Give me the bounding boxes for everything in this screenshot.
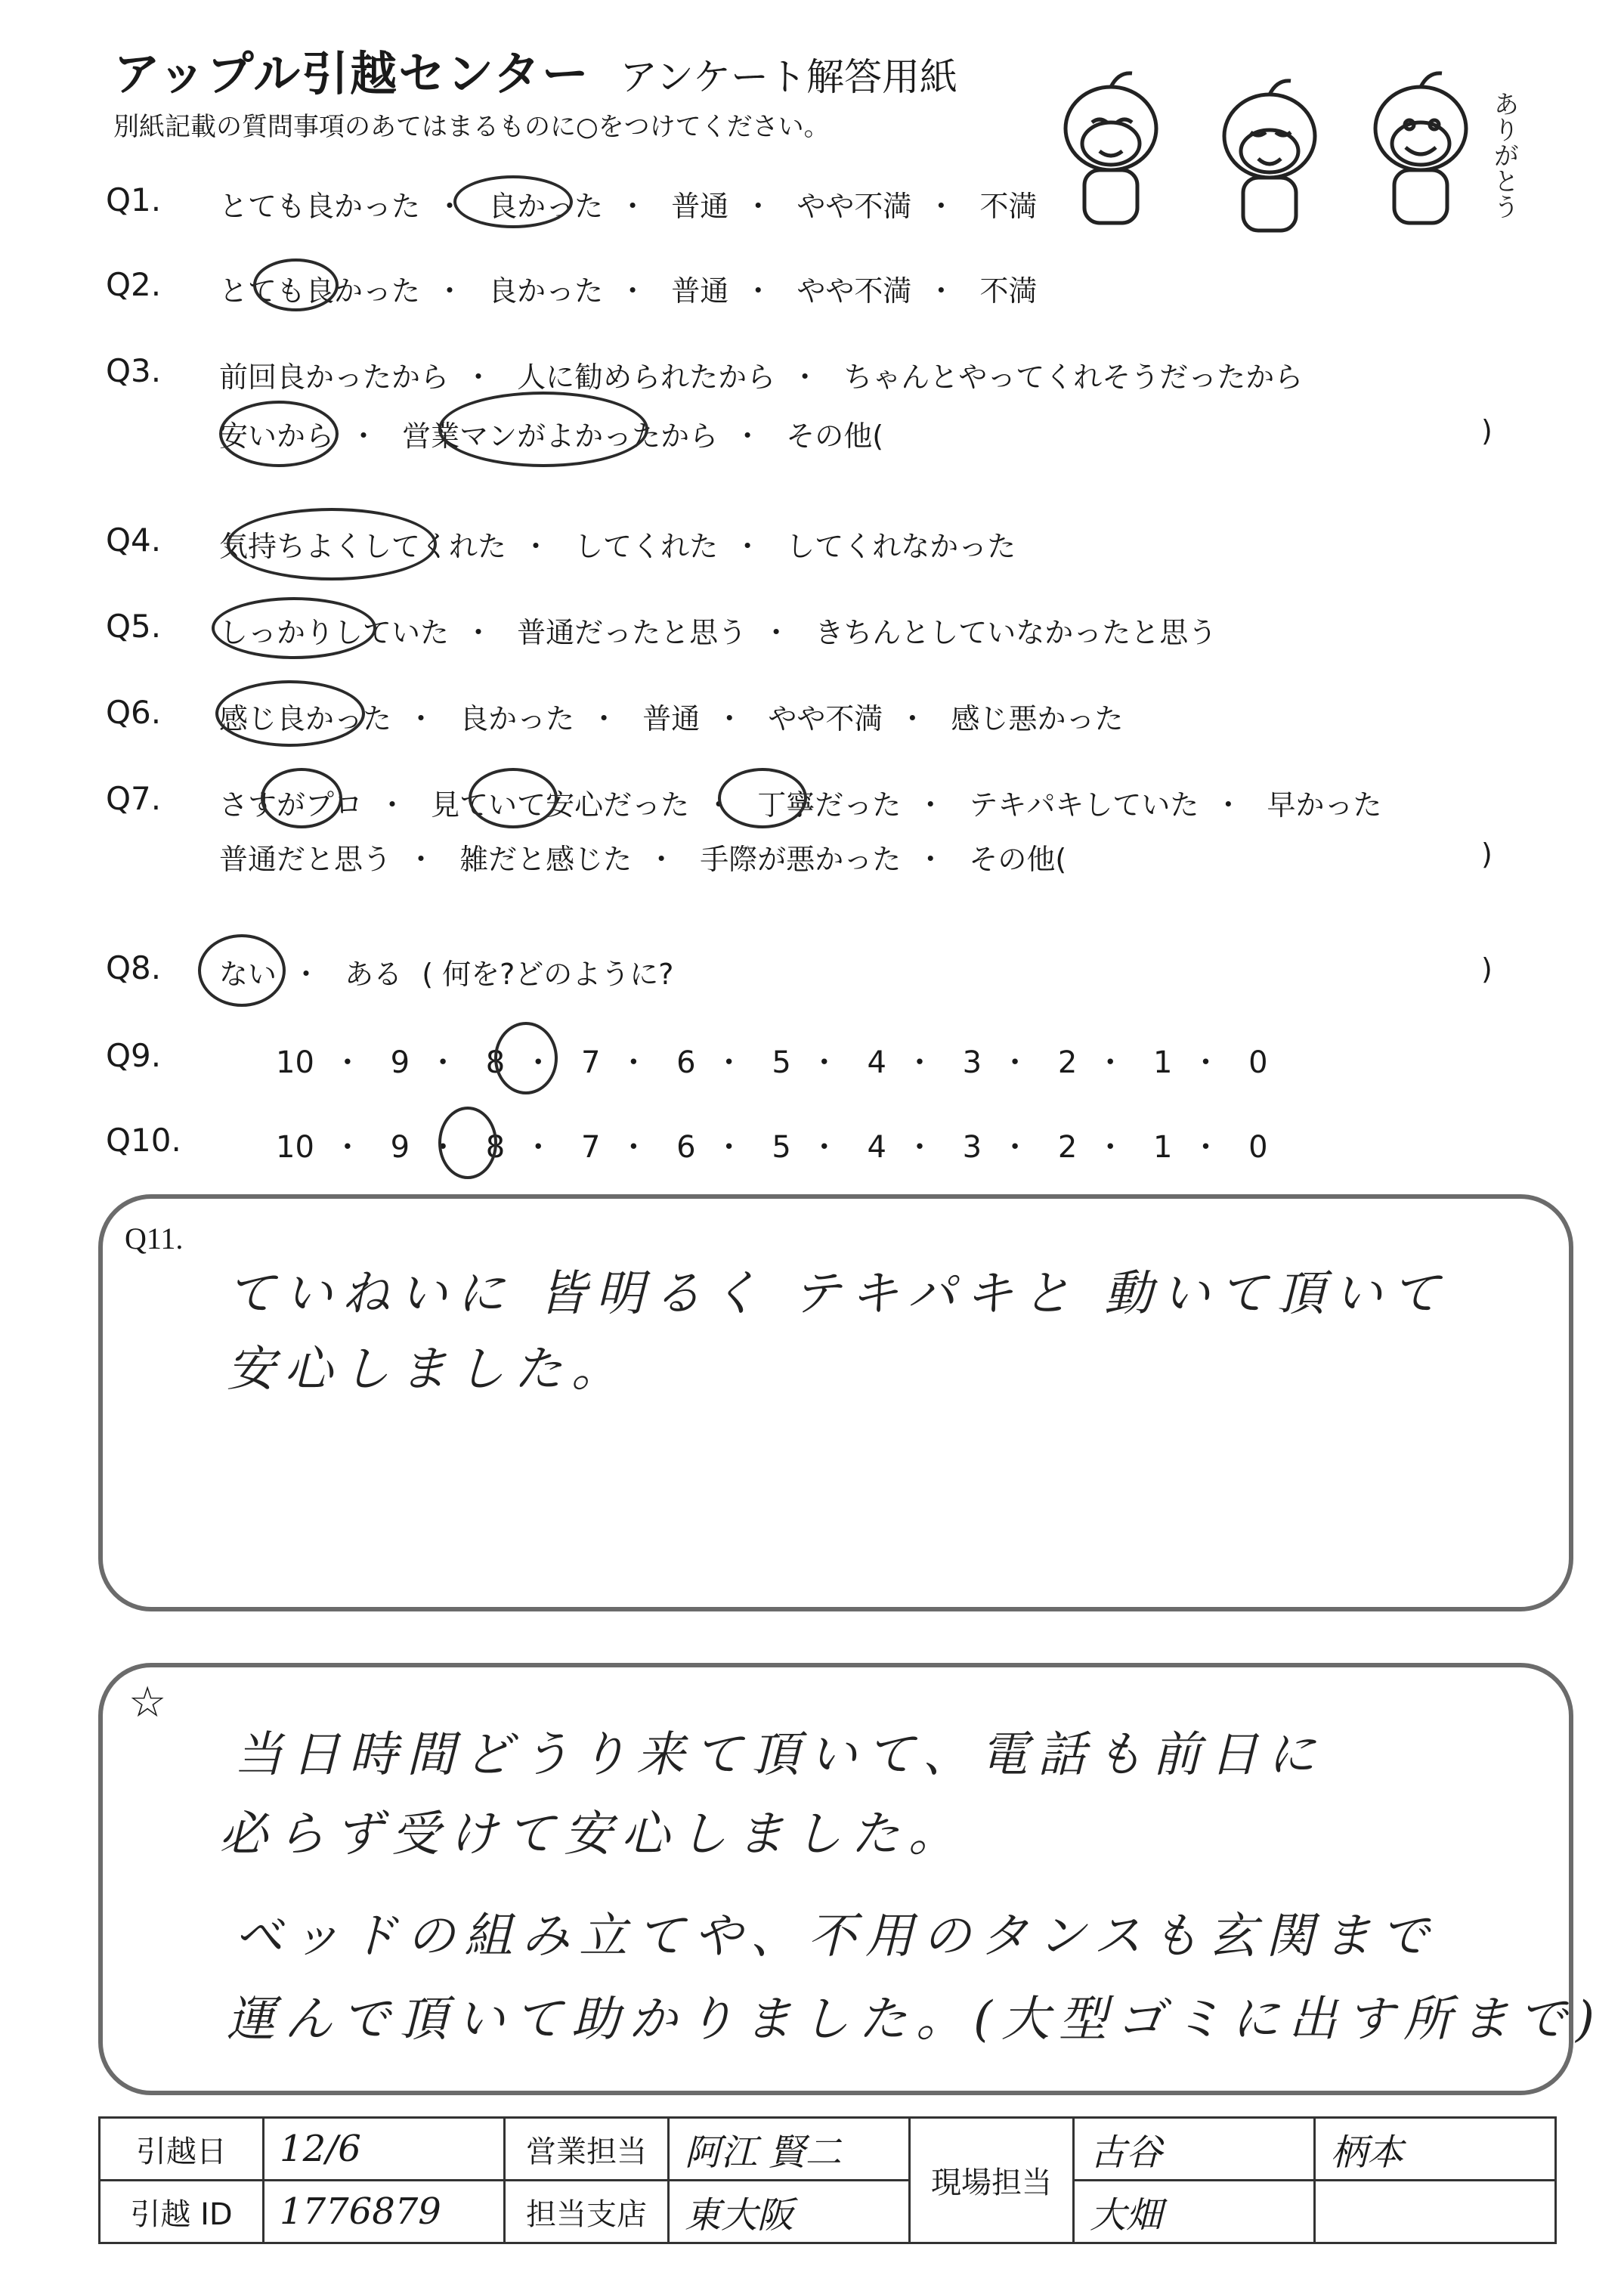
q4-options: 気持ちよくしてくれた ・ してくれた ・ してくれなかった — [219, 530, 1016, 563]
q10-score-6[interactable]: 6 — [676, 1130, 696, 1165]
q1-option-2[interactable]: 良かった — [488, 190, 604, 223]
q2-options: とても良かった ・ 良かった ・ 普通 ・ やや不満 ・ 不満 — [219, 274, 1038, 308]
comment-line-4: 運んで頂いて助かりました。(大型ゴミに出す所まで) — [227, 1992, 1604, 2048]
q9-scale: 10 ・ 9 ・ 8 ・ 7 ・ 6 ・ 5 ・ 4 ・ 3 ・ 2 ・ 1 ・ 0 — [276, 1045, 1268, 1080]
q11-label: Q11. — [125, 1221, 184, 1255]
mascot-caption: ありがとう — [1489, 91, 1519, 219]
q3-option-other[interactable]: その他( — [786, 419, 884, 453]
q3-option-3[interactable]: ちゃんとやってくれそうだったから — [843, 361, 1304, 394]
sales-label: 営業担当 — [505, 2118, 669, 2181]
q2-label: Q2. — [106, 266, 162, 303]
q7-option-other[interactable]: その他( — [969, 843, 1067, 876]
q7-other-close: ) — [1481, 837, 1493, 871]
q7-label: Q7. — [106, 780, 162, 817]
q9-score-8[interactable]: 8 — [485, 1045, 506, 1080]
q2-option-3[interactable]: 普通 — [671, 274, 729, 308]
q6-option-2[interactable]: 良かった — [459, 702, 575, 735]
q4-option-2[interactable]: してくれた — [574, 530, 719, 563]
q3-label: Q3. — [106, 352, 162, 389]
form-title: アンケート解答用紙 — [620, 55, 957, 99]
q7-option-1[interactable]: さすがプロ — [219, 788, 363, 822]
company-name: アップル引越センター — [113, 46, 590, 101]
q10-score-0[interactable]: 0 — [1248, 1130, 1268, 1165]
field-staff-3[interactable]: 大畑 — [1074, 2181, 1315, 2243]
q2-option-2[interactable]: 良かった — [488, 274, 604, 308]
q9-score-0[interactable]: 0 — [1248, 1045, 1268, 1080]
q9-score-4[interactable]: 4 — [867, 1045, 886, 1080]
q7-option-4[interactable]: テキパキしていた — [969, 788, 1199, 822]
q9-score-7[interactable]: 7 — [580, 1045, 601, 1080]
comment-line-2: 必らず受けて安心しました。 — [219, 1806, 966, 1862]
q10-score-10[interactable]: 10 — [276, 1130, 314, 1165]
field-staff-2[interactable]: 柄本 — [1315, 2118, 1556, 2181]
q8-prompt: ( 何を?どのように? — [422, 958, 674, 991]
instruction-text: 別紙記載の質問事項のあてはまるものに○をつけてください。 — [113, 112, 830, 142]
q7-option-2[interactable]: 見ていて安心だった — [431, 788, 690, 822]
q8-option-1[interactable]: ない — [219, 958, 277, 991]
star-icon: ☆ — [128, 1678, 167, 1727]
q11-answer-line-1: ていねいに 皆明るく テキパキと 動いて頂いて — [227, 1266, 1449, 1322]
q3-option-1[interactable]: 前回良かったから — [219, 361, 450, 394]
moving-date-value[interactable]: 12/6 — [264, 2118, 505, 2181]
q10-score-5[interactable]: 5 — [772, 1130, 791, 1165]
moving-info-table — [98, 2116, 1557, 2244]
q3-option-5[interactable]: 営業マンがよかったから — [402, 419, 719, 453]
q7-options-line2: 普通だと思う ・ 雑だと感じた ・ 手際が悪かった ・ その他( — [219, 843, 1067, 876]
q8-label: Q8. — [106, 949, 162, 986]
monkey-mascots-illustration — [1043, 45, 1527, 242]
q7-options-line1: さすがプロ ・ 見ていて安心だった ・ 丁寧だった ・ テキパキしていた ・ 早かった — [219, 788, 1382, 822]
q10-score-1[interactable]: 1 — [1153, 1130, 1173, 1165]
q9-score-10[interactable]: 10 — [276, 1045, 314, 1080]
field-staff-4[interactable] — [1315, 2181, 1556, 2243]
q3-option-4[interactable]: 安いから — [219, 419, 335, 453]
q2-option-1[interactable]: とても良かった — [219, 274, 421, 308]
q10-score-7[interactable]: 7 — [580, 1130, 601, 1165]
q10-score-4[interactable]: 4 — [867, 1130, 886, 1165]
q11-answer-line-2: 安心しました。 — [227, 1342, 629, 1398]
moving-date-label: 引越日 — [100, 2118, 264, 2181]
q7-option-5[interactable]: 早かった — [1267, 788, 1382, 822]
q5-option-3[interactable]: きちんとしていなかったと思う — [815, 616, 1217, 649]
q10-score-3[interactable]: 3 — [962, 1130, 982, 1165]
q2-option-5[interactable]: 不満 — [979, 274, 1038, 308]
q10-score-8[interactable]: 8 — [485, 1130, 506, 1165]
q5-option-2[interactable]: 普通だったと思う — [517, 616, 747, 649]
q8-close: ) — [1481, 952, 1493, 986]
q8-options: ない ・ ある ( 何を?どのように? — [219, 958, 674, 991]
q6-option-3[interactable]: 普通 — [642, 702, 701, 735]
q8-option-2[interactable]: ある — [345, 958, 403, 991]
q9-score-6[interactable]: 6 — [676, 1045, 696, 1080]
q1-label: Q1. — [106, 181, 162, 218]
q10-score-9[interactable]: 9 — [390, 1130, 410, 1165]
q1-option-5[interactable]: 不満 — [979, 190, 1038, 223]
q7-option-3[interactable]: 丁寧だった — [757, 788, 902, 822]
q6-options: 感じ良かった ・ 良かった ・ 普通 ・ やや不満 ・ 感じ悪かった — [219, 702, 1124, 735]
q5-options: しっかりしていた ・ 普通だったと思う ・ きちんとしていなかったと思う — [219, 616, 1217, 649]
q9-score-5[interactable]: 5 — [772, 1045, 791, 1080]
q5-option-1[interactable]: しっかりしていた — [219, 616, 450, 649]
q4-label: Q4. — [106, 522, 162, 559]
q1-option-1[interactable]: とても良かった — [219, 190, 421, 223]
q7-option-8[interactable]: 手際が悪かった — [700, 843, 902, 876]
q9-label: Q9. — [106, 1037, 162, 1074]
q3-other-close: ) — [1481, 414, 1493, 447]
branch-label: 担当支店 — [505, 2181, 669, 2243]
q10-scale: 10 ・ 9 ・ 8 ・ 7 ・ 6 ・ 5 ・ 4 ・ 3 ・ 2 ・ 1 ・ 0 — [276, 1130, 1268, 1165]
q3-options-line2: 安いから ・ 営業マンがよかったから ・ その他( — [219, 419, 884, 453]
q6-option-4[interactable]: やや不満 — [768, 702, 883, 735]
q5-label: Q5. — [106, 608, 162, 645]
q10-label: Q10. — [106, 1122, 181, 1159]
moving-id-label: 引越 ID — [100, 2181, 264, 2243]
comment-line-1: 当日時間どうり来て頂いて、電話も前日に — [234, 1727, 1325, 1783]
field-staff-1[interactable]: 古谷 — [1074, 2118, 1315, 2181]
field-staff-label: 現場担当 — [910, 2118, 1074, 2243]
q4-option-1[interactable]: 気持ちよくしてくれた — [219, 530, 507, 563]
branch-value[interactable]: 東大阪 — [669, 2181, 910, 2243]
q3-option-2[interactable]: 人に勧められたから — [517, 361, 776, 394]
comment-line-3: ベッドの組み立てや、不用のタンスも玄関まで — [234, 1909, 1438, 1964]
q3-options-line1: 前回良かったから ・ 人に勧められたから ・ ちゃんとやってくれそうだったから — [219, 361, 1304, 394]
q10-score-2[interactable]: 2 — [1057, 1130, 1078, 1165]
q9-score-1[interactable]: 1 — [1153, 1045, 1173, 1080]
q9-score-9[interactable]: 9 — [390, 1045, 410, 1080]
q6-option-1[interactable]: 感じ良かった — [219, 702, 392, 735]
q7-option-7[interactable]: 雑だと感じた — [459, 843, 633, 876]
q2-option-4[interactable]: やや不満 — [797, 274, 912, 308]
q6-option-5[interactable]: 感じ悪かった — [951, 702, 1124, 735]
moving-id-value[interactable]: 1776879 — [264, 2181, 505, 2243]
q1-option-4[interactable]: やや不満 — [797, 190, 912, 223]
q1-options: とても良かった ・ 良かった ・ 普通 ・ やや不満 ・ 不満 — [219, 190, 1038, 223]
q6-label: Q6. — [106, 694, 162, 731]
q1-option-3[interactable]: 普通 — [671, 190, 729, 223]
q4-option-3[interactable]: してくれなかった — [786, 530, 1016, 563]
sales-person-value[interactable]: 阿江 賢二 — [669, 2118, 910, 2181]
q7-option-6[interactable]: 普通だと思う — [219, 843, 392, 876]
q9-score-2[interactable]: 2 — [1057, 1045, 1078, 1080]
q9-score-3[interactable]: 3 — [962, 1045, 982, 1080]
